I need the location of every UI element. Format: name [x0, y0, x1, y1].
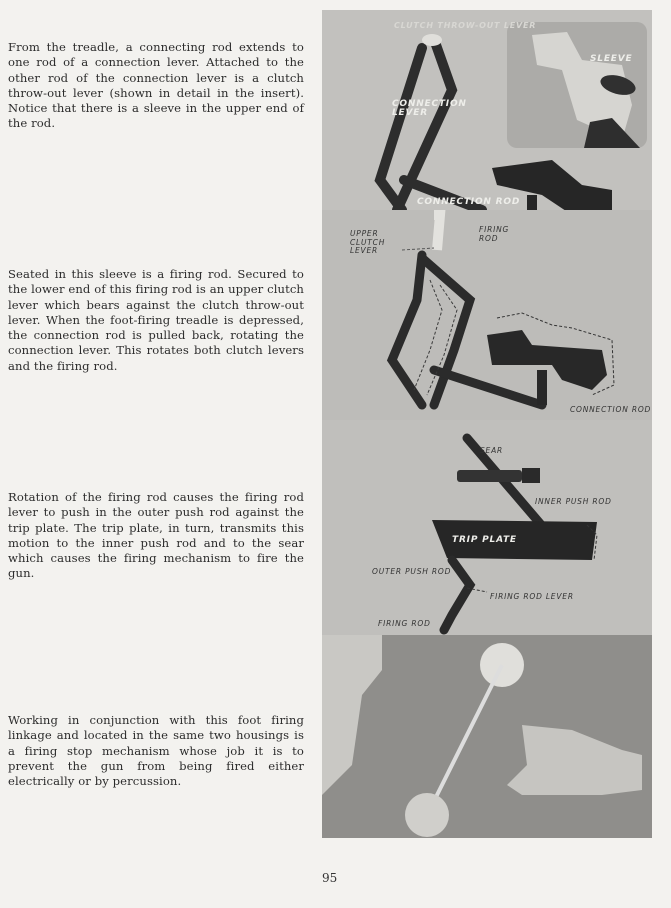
label-connection-rod: CONNECTION ROD: [570, 405, 652, 414]
label-firing-rod: FIRING ROD: [479, 225, 510, 243]
label-outer-push-rod: OUTER PUSH ROD: [372, 567, 452, 576]
label-connection-lever: CONNECTION LEVER: [392, 99, 467, 118]
figure-strip: [322, 10, 652, 838]
figure-firing-rod: [322, 210, 652, 420]
label-upper-clutch-lever: UPPER CLUTCH LEVER: [350, 229, 386, 255]
label-connection-rod: CONNECTION ROD: [417, 197, 521, 207]
lower-housing: [405, 793, 449, 837]
label-firing-rod: FIRING ROD: [378, 619, 431, 628]
label-clutch-throwout-lever: CLUTCH THROW-OUT LEVER: [394, 21, 537, 30]
firing-stop-illustration: [322, 635, 652, 838]
paragraph-firing-stop: Working in conjunction with this foot firing linkage and located in the same two housings is a firing stop mechanism whose job it is to prevent the gun from being fired either electrically or by percussion.: [8, 713, 304, 789]
label-sleeve: SLEEVE: [590, 54, 633, 64]
paragraph-trip-plate: Rotation of the firing rod causes the firing rod lever to push in the outer push rod against the trip plate. The trip plate, in turn, transmits this motion to the inner push rod and to the sear which causes the firing mechanism to fire the gun.: [8, 490, 304, 581]
connection-lever-illustration: [322, 10, 652, 210]
label-trip-plate: TRIP PLATE: [452, 535, 517, 545]
figure-connection-lever: [322, 10, 652, 210]
label-inner-push-rod: INNER PUSH ROD: [535, 497, 612, 506]
paragraph-treadle-linkage: From the treadle, a connecting rod extends to one rod of a connection lever. Attached to the other rod of the connection lever is a clutch throw-out lever (shown in detail in the insert). Notice that there is a sleeve in the upper end of the rod.: [8, 40, 304, 131]
page-number: 95: [322, 871, 338, 885]
figure-trip-plate: [322, 420, 652, 635]
paragraph-firing-rod: Seated in this sleeve is a firing rod. Secured to the lower end of this firing rod is an upper clutch lever which bears against the clutch throw-out lever. When the foot-firing treadle is depressed, the connection rod is pulled back, rotating the connection lever. This rotates both clutch levers and the firing rod.: [8, 267, 304, 373]
label-firing-rod-lever: FIRING ROD LEVER: [490, 592, 574, 601]
label-sear: SEAR: [480, 446, 504, 455]
figure-firing-stop: [322, 635, 652, 838]
